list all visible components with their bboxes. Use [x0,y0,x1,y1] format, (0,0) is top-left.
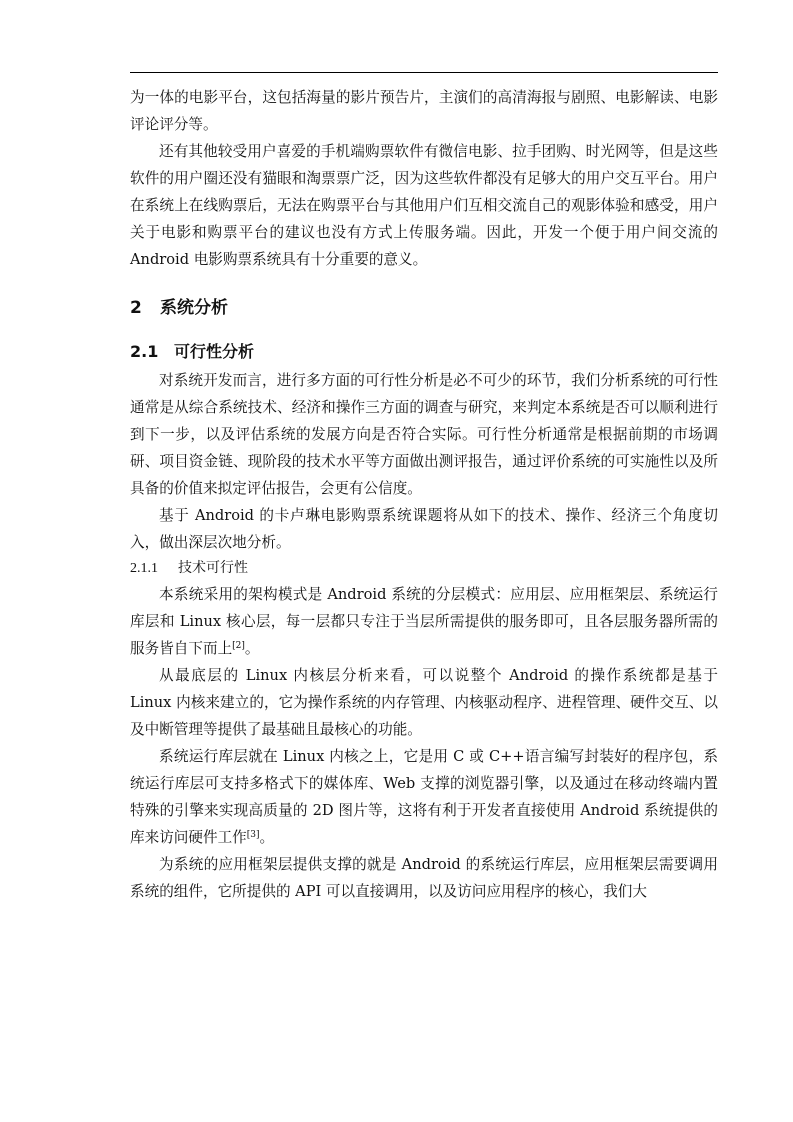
paragraph-runtime-libraries [130,743,718,851]
paragraph-feasibility: 对系统开发而言，进行多方面的可行性分析是必不可少的环节，我们分析系统的可行性通常是从综合系统技术、经济和操作三方面的调查与研究，来判定本系统是否可以顺利进行到下一步，以及评估系统的发展方向是否符合实际。可行性分析通常是根据前期的市场调研、项目资金链、现阶段的技术水平等方面做出测评报告，通过评价系统的可实施性以及所具备的价值来拟定评估报告，会更有公信度。 [130,372,718,497]
section-heading-2-1 [130,337,718,367]
paragraph-text: 本系统采用的架构模式是 Android 系统的分层模式：应用层、应用框架层、系统运行库层和 Linux 核心层，每一层都只专注于当层所需提供的服务即可，且各层服务器所需的服务皆自下而上 [130,586,718,657]
citation-ref: [3] [246,830,260,840]
header-rule [130,72,718,73]
paragraph-linux-kernel: 从最底层的 Linux 内核层分析来看，可以说整个 Android 的操作系统都是基于 Linux 内核来建立的，它为操作系统的内存管理、内核驱动程序、进程管理、硬件交互、以及中断管理等提供了最基础且最核心的功能。 [130,667,718,738]
section-number: 2.1 [130,342,159,361]
paragraph-other-apps: 还有其他较受用户喜爱的手机端购票软件有微信电影、拉手团购、时光网等，但是这些软件的用户圈还没有猫眼和淘票票广泛，因为这些软件都没有足够大的用户交互平台。用户在系统上在线购票后，无法在购票平台与其他用户们互相交流自己的观影体验和感受，用户关于电影和购票平台的建议也没有方式上传服务端。因此，开发一个便于用户间交流的 Android 电影购票系统具有十分重要的意义。 [130,143,718,268]
paragraph-angles: 基于 Android 的卡卢琳电影购票系统课题将从如下的技术、操作、经济三个角度切入，做出深层次地分析。 [130,507,718,551]
paragraph-tail: 。 [244,640,260,657]
section-title: 技术可行性 [178,560,248,576]
citation-ref: [2] [232,641,245,651]
section-title: 系统分析 [160,298,228,318]
paragraph-continued: 为一体的电影平台，这包括海量的影片预告片，主演们的高清海报与剧照、电影解读、电影评论评分等。 [130,89,718,133]
paragraph-text: 系统运行库层就在 Linux 内核之上，它是用 C 或 C++语言编写封装好的程序包，系统运行库层可支持多格式下的媒体库、Web 支撑的浏览器引擎，以及通过在移动终端内置特殊的引擎来实现高质量的 2D 图片等，这将有利于开发者直接使用 Android 系统提供的库来访问硬件工作 [130,748,718,846]
section-number: 2.1.1 [130,561,158,576]
section-title: 可行性分析 [174,342,255,361]
paragraph-tail: 。 [259,829,275,846]
section-number: 2 [130,298,142,318]
page-body [130,84,718,905]
paragraph-framework-layer: 为系统的应用框架层提供支撑的就是 Android 的系统运行库层，应用框架层需要调用系统的组件，它所提供的 API 可以直接调用，以及访问应用程序的核心，我们大 [130,856,718,900]
section-heading-2-1-1 [130,556,718,581]
paragraph-architecture [130,581,718,662]
section-heading-2 [130,293,718,323]
